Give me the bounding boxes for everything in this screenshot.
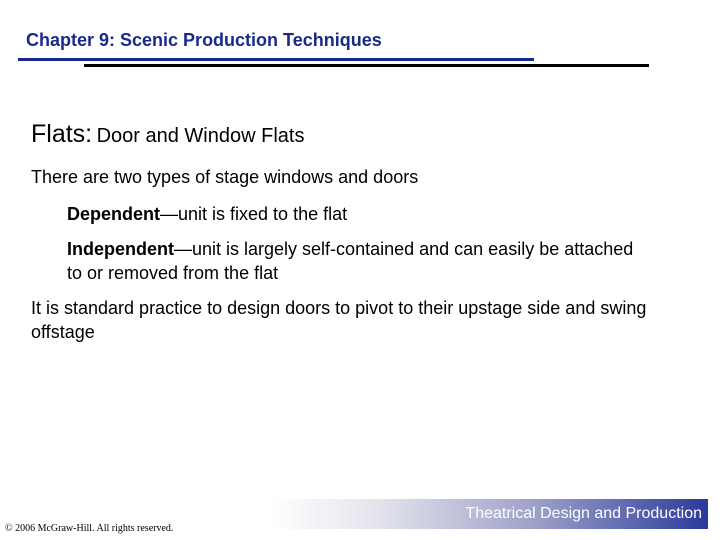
copyright-notice: © 2006 McGraw-Hill. All rights reserved. <box>5 523 174 534</box>
heading-subtitle: Door and Window Flats <box>96 125 305 147</box>
bullet-description: —unit is fixed to the flat <box>160 204 348 224</box>
footer-course-title: Theatrical Design and Production <box>465 505 702 522</box>
slide-heading <box>31 120 304 149</box>
bullet-independent <box>67 237 647 285</box>
heading-main: Flats: <box>31 120 93 148</box>
closing-text: It is standard practice to design doors to pivot to their upstage side and swing offstage <box>31 298 647 342</box>
bullet-dependent <box>67 202 347 226</box>
header-rule-blue <box>18 58 534 61</box>
header-rule-black <box>84 64 649 67</box>
bullet-term: Dependent <box>67 204 161 224</box>
bullet-description: —unit is largely self-contained and can easily be attached to or removed from the flat <box>67 239 634 283</box>
intro-text: There are two types of stage windows and doors <box>31 167 419 187</box>
chapter-title: Chapter 9: Scenic Production Techniques <box>26 30 382 50</box>
bullet-term: Independent <box>67 239 174 259</box>
